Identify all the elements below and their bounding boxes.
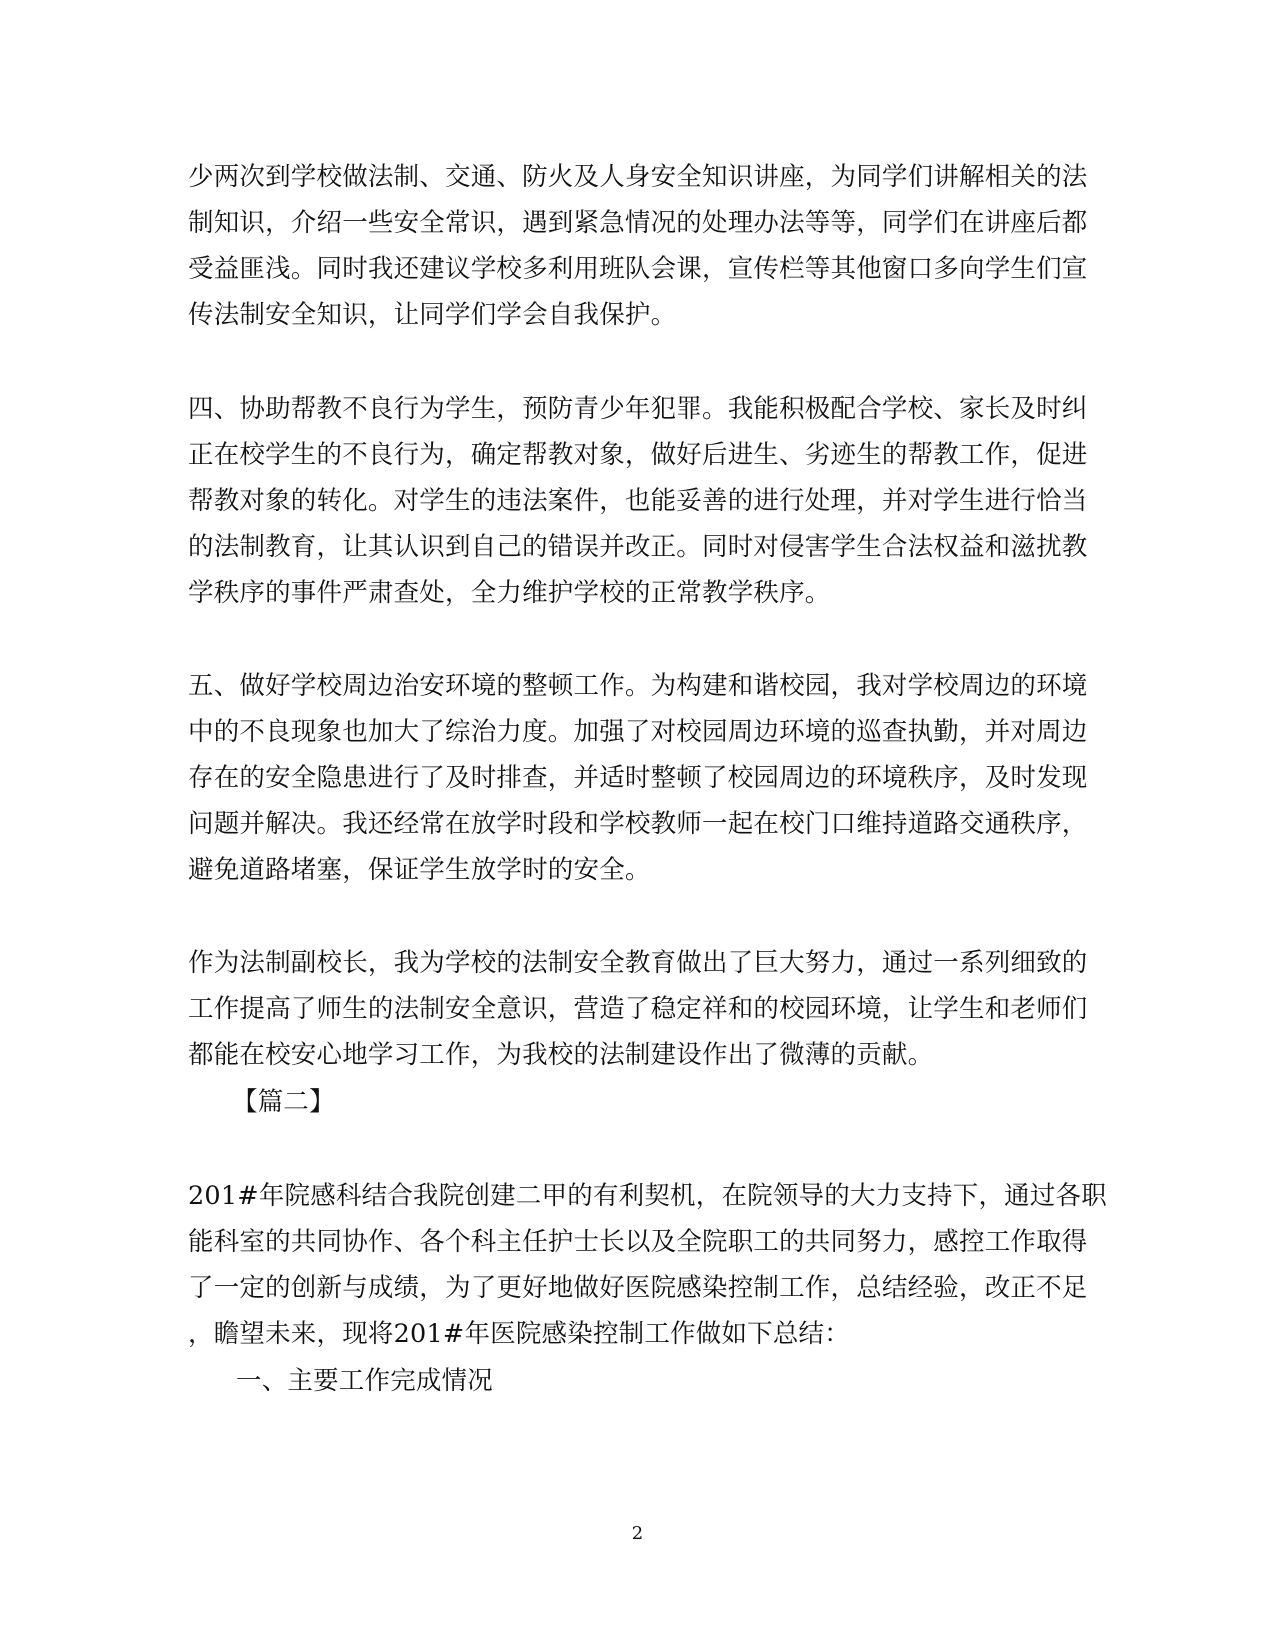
- text-line: 制知识，介绍一些安全常识，遇到紧急情况的处理办法等等，同学们在讲座后都: [188, 208, 1088, 238]
- text-line: 避免道路堵塞，保证学生放学时的安全。: [188, 855, 651, 885]
- text-line: 中的不良现象也加大了综治力度。加强了对校园周边环境的巡查执勤，并对周边: [188, 717, 1088, 747]
- subheading: 一、主要工作完成情况: [236, 1366, 494, 1396]
- text-line: 传法制安全知识，让同学们学会自我保护。: [188, 300, 677, 330]
- text-line: 问题并解决。我还经常在放学时段和学校教师一起在校门口维持道路交通秩序，: [188, 809, 1088, 839]
- text-line: 五、做好学校周边治安环境的整顿工作。为构建和谐校园，我对学校周边的环境: [188, 671, 1088, 701]
- section-heading: 【篇二】: [232, 1087, 335, 1117]
- text-line: 少两次到学校做法制、交通、防火及人身安全知识讲座，为同学们讲解相关的法: [188, 162, 1088, 192]
- text-line: 学秩序的事件严肃查处，全力维护学校的正常教学秩序。: [188, 578, 831, 608]
- text-line: 工作提高了师生的法制安全意识，营造了稳定祥和的校园环境，让学生和老师们: [188, 994, 1088, 1024]
- text-line: 受益匪浅。同时我还建议学校多利用班队会课，宣传栏等其他窗口多向学生们宣: [188, 254, 1088, 284]
- text-line: 帮教对象的转化。对学生的违法案件，也能妥善的进行处理，并对学生进行恰当: [188, 486, 1088, 516]
- text-line: 都能在校安心地学习工作，为我校的法制建设作出了微薄的贡献。: [188, 1040, 934, 1070]
- text-line: 了一定的创新与成绩，为了更好地做好医院感染控制工作，总结经验，改正不足: [188, 1273, 1088, 1303]
- text-line: 四、协助帮教不良行为学生，预防青少年犯罪。我能积极配合学校、家长及时纠: [188, 394, 1088, 424]
- text-line: 的法制教育，让其认识到自己的错误并改正。同时对侵害学生合法权益和滋扰教: [188, 532, 1088, 562]
- text-line: 201#年院感科结合我院创建二甲的有利契机，在院领导的大力支持下，通过各职: [188, 1181, 1107, 1211]
- text-line: 存在的安全隐患进行了及时排查，并适时整顿了校园周边的环境秩序，及时发现: [188, 763, 1088, 793]
- page-number: 2: [631, 1523, 644, 1544]
- text-line: ，瞻望未来，现将201#年医院感染控制工作做如下总结：: [188, 1319, 850, 1349]
- text-line: 作为法制副校长，我为学校的法制安全教育做出了巨大努力，通过一系列细致的: [188, 948, 1088, 978]
- text-line: 能科室的共同协作、各个科主任护士长以及全院职工的共同努力，感控工作取得: [188, 1227, 1088, 1257]
- text-line: 正在校学生的不良行为，确定帮教对象，做好后进生、劣迹生的帮教工作，促进: [188, 440, 1088, 470]
